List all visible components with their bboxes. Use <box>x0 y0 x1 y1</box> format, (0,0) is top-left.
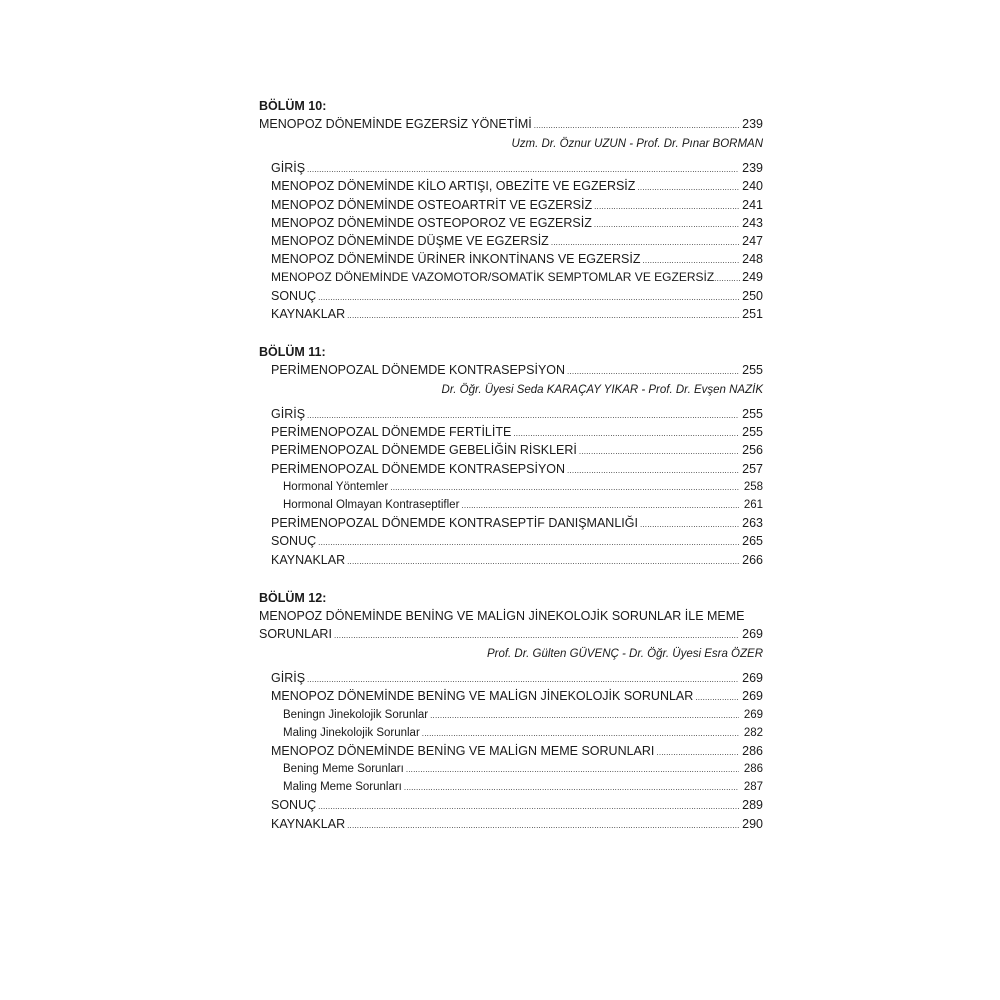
dot-leader <box>334 627 739 645</box>
entry-title: KAYNAKLAR <box>271 816 346 831</box>
entry-title: PERİMENOPOZAL DÖNEMDE KONTRASEPTİF DANIŞMANLIĞI <box>271 516 638 531</box>
page-number: 266 <box>742 552 763 567</box>
entry-title: GİRİŞ <box>271 407 306 422</box>
toc-entry[interactable] <box>259 305 763 323</box>
page-number: 269 <box>742 671 763 686</box>
entry-title: MENOPOZ DÖNEMİNDE OSTEOARTRİT VE EGZERSİZ <box>271 197 593 212</box>
toc-entry[interactable] <box>259 514 763 532</box>
page-number: 269 <box>742 626 763 641</box>
entry-title: MENOPOZ DÖNEMİNDE VAZOMOTOR/SOMATİK SEMPTOMLAR VE EGZERSİZ <box>271 270 715 285</box>
toc-entry[interactable] <box>259 250 763 268</box>
entry-title: KAYNAKLAR <box>271 552 346 567</box>
page-number: 289 <box>742 798 763 813</box>
toc-entry[interactable] <box>259 687 763 705</box>
toc-entry[interactable] <box>259 669 763 687</box>
entry-title: Maling Jinekolojik Sorunlar <box>283 726 420 739</box>
page-number: 286 <box>743 763 763 776</box>
table-of-contents <box>259 97 763 853</box>
page-number: 248 <box>742 252 763 267</box>
page-number: 243 <box>742 215 763 230</box>
chapter-title-row[interactable] <box>259 361 763 379</box>
entry-title: Beningn Jinekolojik Sorunlar <box>283 708 429 721</box>
chapter-authors: Dr. Öğr. Üyesi Seda KARAÇAY YIKAR - Prof. Dr. Evşen NAZİK <box>441 384 763 397</box>
toc-subentry[interactable] <box>259 706 763 724</box>
toc-subentry[interactable] <box>259 724 763 742</box>
toc-entry[interactable] <box>259 441 763 459</box>
page-number: 249 <box>742 270 763 285</box>
toc-subentry[interactable] <box>259 778 763 796</box>
chapter-title-row[interactable] <box>259 625 763 643</box>
entry-title: MENOPOZ DÖNEMİNDE KİLO ARTIŞI, OBEZİTE VE EGZERSİZ <box>271 179 636 194</box>
toc-entry[interactable] <box>259 214 763 232</box>
page-number: 255 <box>742 425 763 440</box>
dot-leader <box>390 479 739 497</box>
page-number: 247 <box>742 233 763 248</box>
page-number: 269 <box>742 689 763 704</box>
entry-title: MENOPOZ DÖNEMİNDE BENİNG VE MALİGN MEME SORUNLARI <box>271 743 655 758</box>
chapter-authors: Uzm. Dr. Öznur UZUN - Prof. Dr. Pınar BORMAN <box>511 138 763 151</box>
page-number: 290 <box>742 816 763 831</box>
entry-title: GİRİŞ <box>271 671 306 686</box>
toc-entry[interactable] <box>259 423 763 441</box>
entry-title: KAYNAKLAR <box>271 306 346 321</box>
dot-leader <box>695 689 739 707</box>
entry-title: GİRİŞ <box>271 161 306 176</box>
entry-title: MENOPOZ DÖNEMİNDE OSTEOPOROZ VE EGZERSİZ <box>271 215 592 230</box>
dot-leader <box>594 216 739 234</box>
dot-leader <box>422 725 739 743</box>
page-number: 239 <box>742 161 763 176</box>
page-number: 256 <box>742 443 763 458</box>
entry-title: PERİMENOPOZAL DÖNEMDE FERTİLİTE <box>271 425 512 440</box>
entry-title: Hormonal Yöntemler <box>283 480 389 493</box>
toc-entry[interactable] <box>259 287 763 305</box>
dot-leader <box>594 198 739 216</box>
dot-leader <box>318 798 739 816</box>
chapter-title-row[interactable] <box>259 115 763 133</box>
page-number: 263 <box>742 516 763 531</box>
dot-leader <box>640 516 739 534</box>
entry-title: MENOPOZ DÖNEMİNDE DÜŞME VE EGZERSİZ <box>271 233 549 248</box>
entry-title: PERİMENOPOZAL DÖNEMDE KONTRASEPSİYON <box>271 461 566 476</box>
dot-leader <box>714 270 741 288</box>
chapter-title: MENOPOZ DÖNEMİNDE EGZERSİZ YÖNETİMİ <box>259 117 532 131</box>
toc-entry[interactable] <box>259 196 763 214</box>
page-number: 257 <box>742 461 763 476</box>
page-number: 255 <box>742 407 763 422</box>
chapter-title: PERİMENOPOZAL DÖNEMDE KONTRASEPSİYON <box>271 362 566 377</box>
chapter-11 <box>259 343 763 569</box>
chapter-12 <box>259 589 763 833</box>
dot-leader <box>318 534 739 552</box>
dot-leader <box>318 289 739 307</box>
entry-title: Bening Meme Sorunları <box>283 763 404 776</box>
dot-leader <box>406 761 739 779</box>
chapter-authors: Prof. Dr. Gülten GÜVENÇ - Dr. Öğr. Üyesi Esra ÖZER <box>486 648 763 661</box>
toc-entry[interactable] <box>259 742 763 760</box>
page-number: 286 <box>742 743 763 758</box>
dot-leader <box>656 744 739 762</box>
chapter-title-line-1: MENOPOZ DÖNEMİNDE BENİNG VE MALİGN JİNEKOLOJİK SORUNLAR İLE MEME <box>259 608 745 623</box>
page-number: 255 <box>742 362 763 377</box>
page-number: 258 <box>743 480 763 493</box>
dot-leader <box>567 363 739 381</box>
toc-entry[interactable] <box>259 405 763 423</box>
dot-leader <box>579 443 739 461</box>
dot-leader <box>347 307 739 325</box>
toc-entry[interactable] <box>259 796 763 814</box>
dot-leader <box>347 553 739 571</box>
page-number: 241 <box>742 197 763 212</box>
dot-leader <box>404 779 739 797</box>
toc-subentry[interactable] <box>259 760 763 778</box>
toc-entry[interactable] <box>259 268 763 286</box>
chapter-label: BÖLÜM 10: <box>259 99 327 113</box>
chapter-10 <box>259 97 763 323</box>
entry-title: PERİMENOPOZAL DÖNEMDE GEBELİĞİN RİSKLERİ <box>271 443 577 458</box>
dot-leader <box>347 817 739 835</box>
page-number: 250 <box>742 288 763 303</box>
entry-title: MENOPOZ DÖNEMİNDE BENİNG VE MALİGN JİNEKOLOJİK SORUNLAR <box>271 689 694 704</box>
toc-entry[interactable] <box>259 460 763 478</box>
dot-leader <box>567 462 739 480</box>
toc-entry[interactable] <box>259 177 763 195</box>
entry-title: MENOPOZ DÖNEMİNDE ÜRİNER İNKONTİNANS VE EGZERSİZ <box>271 252 641 267</box>
dot-leader <box>534 117 739 135</box>
page-number: 265 <box>742 534 763 549</box>
page-number: 251 <box>742 306 763 321</box>
entry-title: Maling Meme Sorunları <box>283 781 402 794</box>
chapter-label: BÖLÜM 11: <box>259 344 326 359</box>
toc-entry[interactable] <box>259 551 763 569</box>
toc-entry[interactable] <box>259 532 763 550</box>
page-number: 287 <box>743 781 763 794</box>
entry-title: SONUÇ <box>271 288 317 303</box>
toc-subentry[interactable] <box>259 496 763 514</box>
chapter-label: BÖLÜM 12: <box>259 590 327 605</box>
entry-title: Hormonal Olmayan Kontraseptifler <box>283 499 460 511</box>
entry-title: SONUÇ <box>271 534 317 549</box>
chapter-title-line-2: SORUNLARI <box>259 626 332 641</box>
page-number: 261 <box>743 499 763 511</box>
toc-entry[interactable] <box>259 159 763 177</box>
entry-title: SONUÇ <box>271 798 317 813</box>
page-number: 269 <box>743 708 763 721</box>
dot-leader <box>461 497 739 515</box>
page-number: 240 <box>742 179 763 194</box>
toc-entry[interactable] <box>259 815 763 833</box>
page-number: 282 <box>743 726 763 739</box>
toc-entry[interactable] <box>259 232 763 250</box>
page-number: 239 <box>742 117 763 131</box>
dot-leader <box>637 179 739 197</box>
dot-leader <box>430 707 739 725</box>
toc-subentry[interactable] <box>259 478 763 496</box>
